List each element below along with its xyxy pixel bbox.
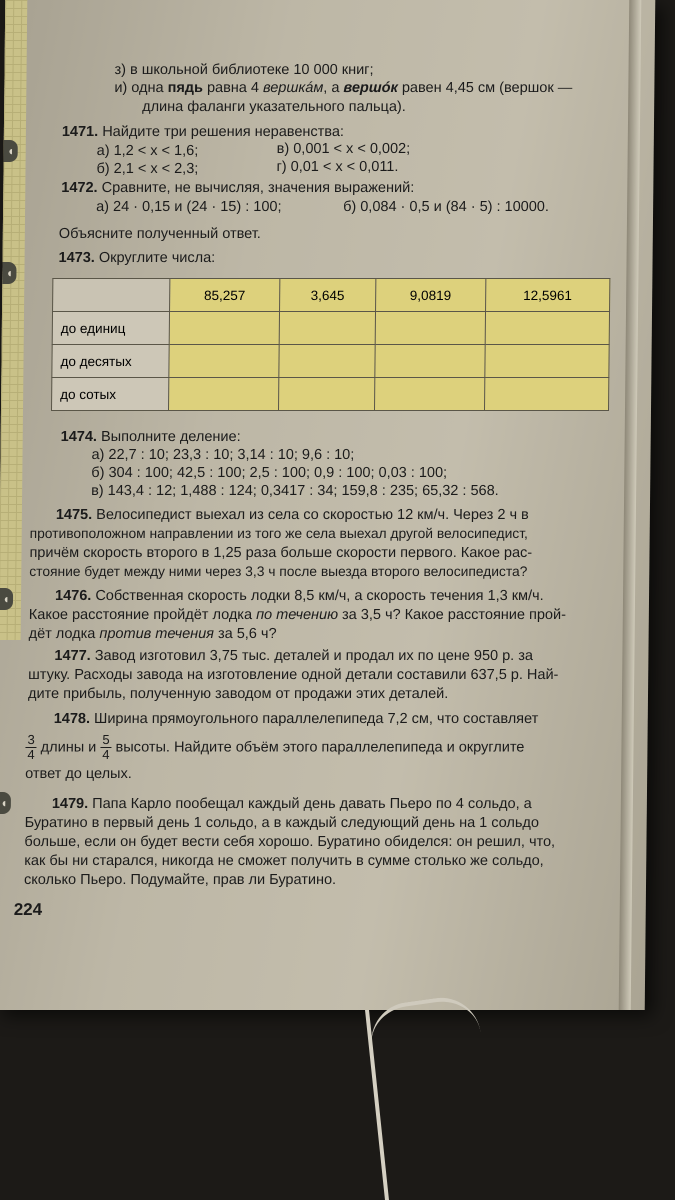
task-text: Сравните, не вычисляя, значения выражений: xyxy=(101,180,415,196)
term-vershok: вершóк xyxy=(343,80,398,96)
task-text: Округлите числа: xyxy=(98,250,216,266)
task-1472-title xyxy=(61,180,414,196)
table-cell xyxy=(485,312,610,345)
task-text: Папа Карло пообещал каждый день давать Пьеро по 4 сольдо, а xyxy=(92,796,532,812)
task-1471-a: а) 1,2 < x < 1,6; xyxy=(96,143,199,159)
task-1471-v: в) 0,001 < x < 0,002; xyxy=(276,141,411,157)
term-vershkam: вершкáм xyxy=(262,80,324,96)
task-1474-a: а) 22,7 : 10; 23,3 : 10; 3,14 : 10; 9,6 : 10; xyxy=(91,447,355,463)
task-number: 1472. xyxy=(61,180,98,196)
task-1472-explain: Объясните полученный ответ. xyxy=(58,226,261,242)
text-fragment: длины и xyxy=(36,739,101,756)
task-1475-line xyxy=(56,507,529,523)
table-cell xyxy=(375,312,485,345)
text-fragment: Какое расстояние пройдёт лодка xyxy=(28,607,257,623)
task-1478-line: ответ до целых. xyxy=(25,766,132,782)
table-header: 85,257 xyxy=(170,279,280,312)
task-number: 1477. xyxy=(54,648,91,664)
table-header: 3,645 xyxy=(280,279,376,312)
task-1471-g: г) 0,01 < x < 0,011. xyxy=(276,159,399,175)
page-number: 224 xyxy=(13,900,43,919)
task-1475-line: причём скорость второго в 1,25 раза больше скорости первого. Какое рас- xyxy=(29,545,533,561)
task-1477-line: штуку. Расходы завода на изготовление одной детали составили 637,5 р. Най- xyxy=(28,667,559,683)
fraction-three-quarters xyxy=(25,733,37,762)
text-fragment: высоты. Найдите объём этого параллелепипеда и округлите xyxy=(111,739,525,756)
fraction-numerator: 3 xyxy=(25,733,36,748)
task-text: Выполните деление: xyxy=(100,429,241,445)
table-cell xyxy=(484,378,609,411)
term-downstream: по течению xyxy=(256,607,339,623)
text-fragment: равна 4 xyxy=(202,80,264,96)
task-text: Собственная скорость лодки 8,5 км/ч, а скорость течения 1,3 км/ч. xyxy=(95,588,544,604)
intro-line-z: з) в школьной библиотеке 10 000 книг; xyxy=(114,62,374,78)
table-cell xyxy=(278,378,374,411)
task-1471-title xyxy=(62,124,344,140)
task-1478-line xyxy=(54,711,539,727)
table-header: 9,0819 xyxy=(375,279,485,312)
fraction-numerator: 5 xyxy=(100,733,111,748)
table-cell xyxy=(374,378,484,411)
text-fragment: дёт лодка xyxy=(28,626,100,642)
task-number: 1471. xyxy=(61,124,99,140)
margin-marker-icon: ◖ xyxy=(0,588,13,610)
table-cell xyxy=(169,345,279,378)
table-row-label: до сотых xyxy=(51,378,168,411)
fraction-denominator: 4 xyxy=(102,747,110,762)
text-fragment: за 3,5 ч? Какое расстояние прой- xyxy=(337,607,567,623)
fraction-five-quarters xyxy=(100,733,112,762)
task-text: Ширина прямоугольного параллелепипеда 7,2 см, что составляет xyxy=(94,711,539,727)
table-corner xyxy=(53,279,170,312)
intro-line-i xyxy=(114,80,572,96)
text-fragment: и) одна xyxy=(114,80,168,96)
task-number: 1478. xyxy=(53,711,91,727)
task-number: 1473. xyxy=(58,250,95,266)
task-text: Велосипедист выехал из села со скоростью 12 км/ч. Через 2 ч в xyxy=(96,507,529,523)
task-1474-b: б) 304 : 100; 42,5 : 100; 2,5 : 100; 0,9 : 100; 0,03 : 100; xyxy=(91,465,448,481)
task-1475-line: стояние будет между ними через 3,3 ч после выезда второго велосипедиста? xyxy=(29,564,528,579)
margin-marker-icon: ◖ xyxy=(2,262,16,284)
task-1476-line xyxy=(55,588,544,604)
text-fragment: равен 4,45 см (вершок — xyxy=(397,80,573,96)
task-1479-line: сколько Пьеро. Подумайте, прав ли Буратино. xyxy=(23,872,337,888)
table-row-label: до десятых xyxy=(52,345,169,378)
table-cell xyxy=(279,345,375,378)
task-1477-line: дите прибыль, полученную заводом от продажи этих деталей. xyxy=(27,686,449,702)
task-text: Найдите три решения неравенства: xyxy=(102,124,345,140)
task-1475-line: противоположном направлении из того же села выехал другой велосипедист, xyxy=(29,526,528,541)
table-cell xyxy=(279,312,375,345)
text-fragment: , а xyxy=(323,80,344,96)
table-cell xyxy=(485,345,610,378)
task-1471-b: б) 2,1 < x < 2,3; xyxy=(96,161,199,177)
margin-marker-icon: ◖ xyxy=(0,792,11,814)
task-1472-b: б) 0,084 · 0,5 и (84 · 5) : 10000. xyxy=(343,199,550,215)
fraction-denominator: 4 xyxy=(27,747,35,762)
task-1478-fraction-line xyxy=(25,733,524,762)
term-pyad: пядь xyxy=(167,80,204,96)
rounding-table xyxy=(51,278,610,411)
task-1472-a: а) 24 · 0,15 и (24 · 15) : 100; xyxy=(96,199,282,215)
task-1479-line: Буратино в первый день 1 сольдо, а в каждый следующий день на 1 сольдо xyxy=(24,815,540,831)
task-1479-line xyxy=(52,796,532,812)
table-cell xyxy=(168,378,278,411)
margin-marker-icon: ◖ xyxy=(4,140,18,162)
page-edge xyxy=(619,0,642,1010)
table-row-label: до единиц xyxy=(52,312,169,345)
task-number: 1479. xyxy=(51,796,89,812)
task-1473-title xyxy=(59,250,216,266)
task-number: 1476. xyxy=(54,588,92,604)
intro-line-i-cont: длина фаланги указательного пальца). xyxy=(142,99,406,115)
term-upstream: против течения xyxy=(99,626,215,642)
task-1479-line: больше, если он будет вести себя хорошо. Буратино обиделся: он решил, что, xyxy=(24,834,556,850)
task-number: 1474. xyxy=(60,429,98,445)
table-cell xyxy=(169,312,279,345)
table-header: 12,5961 xyxy=(485,279,610,312)
task-1474-title xyxy=(61,429,241,445)
text-fragment: за 5,6 ч? xyxy=(213,626,277,642)
task-1479-line: как бы ни старался, никогда не сможет получить в сумме столько же сольдо, xyxy=(24,853,544,869)
task-1476-line xyxy=(29,607,566,623)
task-1477-line xyxy=(54,648,533,664)
table-cell xyxy=(375,345,485,378)
task-1474-v: в) 143,4 : 12; 1,488 : 124; 0,3417 : 34; 159,8 : 235; 65,32 : 568. xyxy=(91,483,499,499)
task-text: Завод изготовил 3,75 тыс. деталей и продал их по цене 950 р. за xyxy=(94,648,534,664)
task-number: 1475. xyxy=(55,507,93,523)
task-1476-line xyxy=(29,626,277,642)
margin-grid xyxy=(0,0,27,640)
